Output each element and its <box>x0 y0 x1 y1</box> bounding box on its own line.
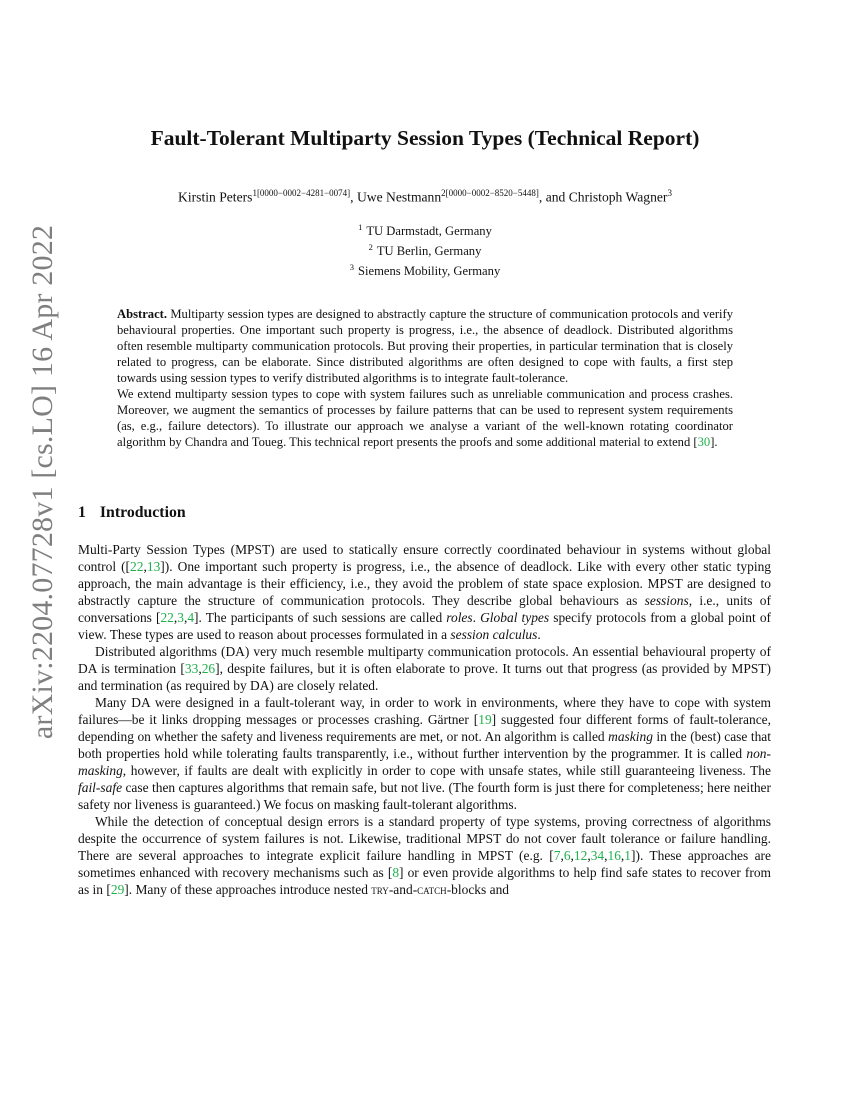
introduction-body <box>78 541 771 898</box>
body-paragraph: Distributed algorithms (DA) very much resemble multiparty communication protocols. An essential behavioural property of DA is termination [33,26], despite failures, but it is often elaborate to prove. It turns out that progress (as provided by MPST) and termination (as required by DA) are closely related. <box>78 644 771 693</box>
section-heading <box>78 504 186 522</box>
abstract-text: Multiparty session types are designed to abstractly capture the structure of communication protocols and verify behavioural properties. One important such property is progress, i.e., the absence of deadlock. Distributed algorithms often resemble multiparty communication protocols. But proving their properties, in particular termination that is closely related to progress, can be elaborate. Since distributed algorithms are often designed to cope with faults, a first step towards using session types to verify distributed algorithms is to integrate fault-tolerance. <box>117 307 733 385</box>
author-name: Uwe Nestmann <box>356 189 442 205</box>
author-list <box>0 188 850 206</box>
citation-link[interactable]: 6 <box>563 848 571 863</box>
emphasis: roles <box>446 610 473 625</box>
citation-link[interactable]: 29 <box>110 882 125 897</box>
author-affiliation-orcid: 2[0000−0002−8520−5448] <box>441 188 539 198</box>
affiliation-name: Siemens Mobility, Germany <box>358 264 501 279</box>
citation-link[interactable]: 30 <box>697 435 711 449</box>
body-paragraph: While the detection of conceptual design errors is a standard property of type systems, proving correctness of algorithms despite the occurrence of system failures is not. Likewise, traditional MPST do not cover fault tolerance or failure handling. There are several approaches to integrate explicit failure handling in MPST (e.g. [7,6,12,34,16,1]). These approaches are sometimes enhanced with recovery mechanisms such as [8] or even provide algorithms to help find safe states to recover from as in [29]. Many of these approaches introduce nested try-and-catch-blocks and <box>78 814 771 897</box>
affiliation-number: 1 <box>358 222 363 232</box>
small-caps-keyword: try <box>371 882 389 897</box>
small-caps-keyword: catch <box>417 882 447 897</box>
emphasis: sessions <box>644 593 689 608</box>
citation-link[interactable]: 16 <box>607 848 621 863</box>
affiliation-line <box>0 239 850 259</box>
affiliation-line <box>0 259 850 279</box>
abstract-text: ]. <box>710 435 718 449</box>
abstract-block <box>117 306 733 450</box>
citation-link[interactable]: 12 <box>573 848 588 863</box>
citation-link[interactable]: 8 <box>392 865 400 880</box>
body-paragraph: Multi-Party Session Types (MPST) are used to statically ensure correctly coordinated behaviour in systems without global control ([22,13]). One important such property is progress, i.e., the absence of deadlock. Like with every other static typing approach, the main advantage is their efficiency, i.e., they avoid the problem of state space explosion. MPST are designed to abstractly capture the structure of communication protocols. They describe global behaviours as sessions, i.e., units of conversations [22,3,4]. The participants of such sessions are called roles. Global types specify protocols from a global point of view. These types are used to reason about processes formulated in a session calculus. <box>78 542 772 642</box>
citation-link[interactable]: 4 <box>187 610 195 625</box>
abstract-text: We extend multiparty session types to cope with system failures such as unreliable communication and process crashes. Moreover, we augment the semantics of processes by failure patterns that can be used to represent system requirements (as, e.g., failure detectors). To illustrate our approach we analyse a variant of the well-known rotating coordinator algorithm by Chandra and Toueg. This technical report presents the proofs and some additional material to extend [ <box>117 387 733 449</box>
citation-link[interactable]: 1 <box>624 848 631 863</box>
citation-link[interactable]: 19 <box>478 712 492 727</box>
citation-link[interactable]: 3 <box>177 610 184 625</box>
abstract-paragraph <box>117 386 733 450</box>
affiliation-name: TU Berlin, Germany <box>376 244 482 259</box>
affiliation-number: 2 <box>368 242 373 253</box>
author-separator: , and <box>538 189 569 205</box>
arxiv-identifier-stamp: arXiv:2204.07728v1 [cs.LO] 16 Apr 2022 <box>26 224 59 740</box>
emphasis: session calculus <box>450 627 538 642</box>
citation-link[interactable]: 22 <box>130 559 144 574</box>
author-name: Kirstin Peters <box>178 189 253 205</box>
affiliation-name: TU Darmstadt, Germany <box>366 224 492 239</box>
section-title: Introduction <box>99 504 186 521</box>
author-affiliation-orcid: 3 <box>667 188 672 198</box>
abstract-label: Abstract. <box>117 307 168 321</box>
affiliation-number: 3 <box>349 262 354 273</box>
citation-link[interactable]: 34 <box>590 848 605 863</box>
emphasis: fail-safe <box>78 780 123 795</box>
affiliation-list <box>0 219 850 280</box>
abstract-paragraph <box>117 306 733 386</box>
citation-link[interactable]: 13 <box>146 559 161 574</box>
citation-link[interactable]: 22 <box>160 610 174 625</box>
citation-link[interactable]: 26 <box>201 661 216 676</box>
body-paragraph: Many DA were designed in a fault-tolerant way, in order to work in environments, where they have to cope with system failures—be it links dropping messages or processes crashing. Gärtner [19] suggested four different forms of fault-tolerance, depending on whether the safety and liveness requirements are met, or not. An algorithm is called masking in the (best) case that both properties hold while tolerating faults transparently, i.e., without further intervention by the programmer. It is called non-masking, however, if faults are dealt with explicitly in order to cope with unsafe states, while still guaranteeing liveness. The fail-safe case then captures algorithms that remain safe, but not live. (The fourth form is just there for completeness; here neither safety nor liveness is guaranteed.) We focus on masking fault-tolerant algorithms. <box>78 695 771 812</box>
paper-title: Fault-Tolerant Multiparty Session Types (Technical Report) <box>150 126 700 150</box>
citation-link[interactable]: 33 <box>184 661 199 676</box>
affiliation-line <box>0 219 850 239</box>
author-affiliation-orcid: 1[0000−0002−4281−0074] <box>252 188 351 198</box>
emphasis: masking <box>608 729 653 744</box>
author-name: Christoph Wagner <box>568 189 668 205</box>
emphasis: non-masking <box>78 746 771 778</box>
citation-link[interactable]: 7 <box>553 848 561 863</box>
emphasis: Global types <box>480 610 550 625</box>
author-separator: , <box>350 189 357 205</box>
section-number: 1 <box>78 504 86 521</box>
